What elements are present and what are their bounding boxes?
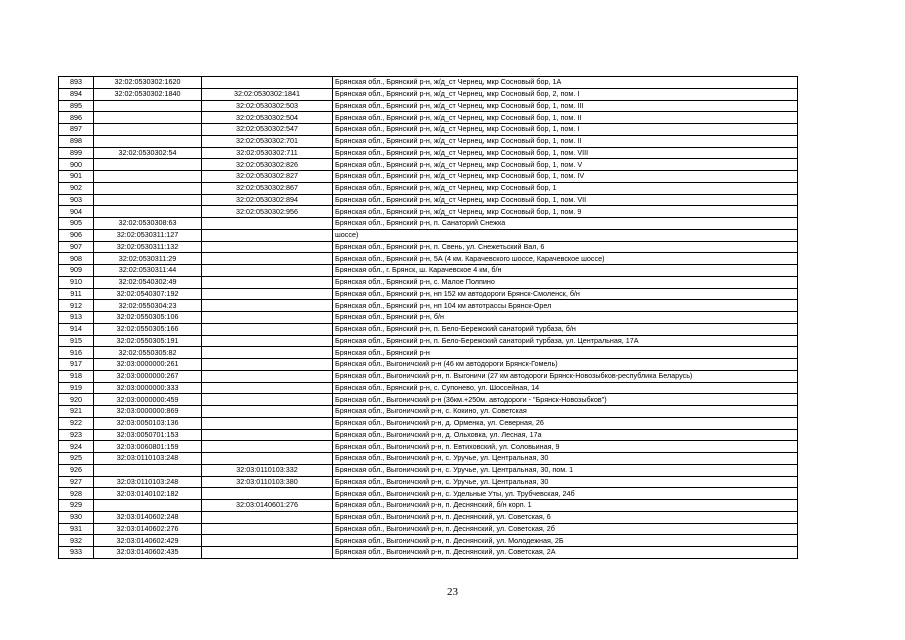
row-number-cell: 928	[59, 488, 94, 500]
sub-object-number-cell: 32:03:0110103:380	[202, 476, 333, 488]
address-cell: Брянская обл., Брянский р-н, б/н	[333, 312, 798, 324]
sub-object-number-cell	[202, 229, 333, 241]
table-row	[59, 359, 798, 371]
row-number-cell: 932	[59, 535, 94, 547]
table-row	[59, 417, 798, 429]
row-number-cell: 926	[59, 464, 94, 476]
address-cell: Брянская обл., Брянский р-н, ж/д_ст Чернец, мкр Сосновый бор, 1, пом. III	[333, 100, 798, 112]
cadastral-number-cell: 32:02:0530311:132	[94, 241, 202, 253]
row-number-cell: 907	[59, 241, 94, 253]
address-cell: Брянская обл., Выгоничский р-н, с. Удельные Уты, ул. Трубчевская, 24б	[333, 488, 798, 500]
table-row	[59, 218, 798, 230]
table-row	[59, 206, 798, 218]
sub-object-number-cell: 32:02:0530302:503	[202, 100, 333, 112]
table-row	[59, 453, 798, 465]
row-number-cell: 918	[59, 370, 94, 382]
table-row	[59, 229, 798, 241]
row-number-cell: 930	[59, 511, 94, 523]
table-row	[59, 300, 798, 312]
sub-object-number-cell	[202, 323, 333, 335]
table-row	[59, 335, 798, 347]
sub-object-number-cell	[202, 488, 333, 500]
cadastral-number-cell: 32:02:0550305:82	[94, 347, 202, 359]
table-row	[59, 171, 798, 183]
table-row	[59, 370, 798, 382]
sub-object-number-cell: 32:02:0530302:711	[202, 147, 333, 159]
address-cell: шоссе)	[333, 229, 798, 241]
table-row	[59, 288, 798, 300]
sub-object-number-cell: 32:02:0530302:827	[202, 171, 333, 183]
cadastral-number-cell: 32:03:0000000:333	[94, 382, 202, 394]
table-row	[59, 382, 798, 394]
row-number-cell: 902	[59, 182, 94, 194]
row-number-cell: 906	[59, 229, 94, 241]
table-row	[59, 77, 798, 89]
row-number-cell: 921	[59, 406, 94, 418]
row-number-cell: 912	[59, 300, 94, 312]
address-cell: Брянская обл., г. Брянск, ш. Карачевское 4 км, б/н	[333, 265, 798, 277]
sub-object-number-cell: 32:02:0530302:547	[202, 124, 333, 136]
cadastral-number-cell: 32:02:0540302:49	[94, 276, 202, 288]
row-number-cell: 900	[59, 159, 94, 171]
table-row	[59, 253, 798, 265]
address-cell: Брянская обл., Брянский р-н, ж/д_ст Чернец, мкр Сосновый бор, 1, пом. II	[333, 135, 798, 147]
cadastral-number-cell: 32:03:0140602:248	[94, 511, 202, 523]
address-cell: Брянская обл., Брянский р-н, ж/д_ст Чернец, мкр Сосновый бор, 1	[333, 182, 798, 194]
row-number-cell: 901	[59, 171, 94, 183]
address-cell: Брянская обл., Выгоничский р-н, п. Деснянский, ул. Советская, 2А	[333, 547, 798, 559]
row-number-cell: 894	[59, 88, 94, 100]
cadastral-number-cell: 32:02:0530311:44	[94, 265, 202, 277]
row-number-cell: 895	[59, 100, 94, 112]
cadastral-number-cell	[94, 464, 202, 476]
sub-object-number-cell	[202, 547, 333, 559]
table-row	[59, 147, 798, 159]
sub-object-number-cell: 32:02:0530302:504	[202, 112, 333, 124]
row-number-cell: 904	[59, 206, 94, 218]
table-row	[59, 112, 798, 124]
sub-object-number-cell	[202, 382, 333, 394]
table-row	[59, 429, 798, 441]
address-cell: Брянская обл., Брянский р-н, п. Бело-Бережский санаторий турбаза, ул. Центральная, 17А	[333, 335, 798, 347]
sub-object-number-cell	[202, 453, 333, 465]
sub-object-number-cell	[202, 288, 333, 300]
address-cell: Брянская обл., Брянский р-н, ж/д_ст Чернец, мкр Сосновый бор, 1, пом. VIII	[333, 147, 798, 159]
address-cell: Брянская обл., Брянский р-н, ж/д_ст Чернец, мкр Сосновый бор, 1, пом. V	[333, 159, 798, 171]
page-number: 23	[447, 586, 458, 598]
sub-object-number-cell: 32:02:0530302:867	[202, 182, 333, 194]
sub-object-number-cell	[202, 535, 333, 547]
address-cell: Брянская обл., Брянский р-н, ж/д_ст Чернец, мкр Сосновый бор, 1, пом. IV	[333, 171, 798, 183]
sub-object-number-cell: 32:03:0110103:332	[202, 464, 333, 476]
address-cell: Брянская обл., Брянский р-н, ж/д_ст Чернец, мкр Сосновый бор, 1, пом. VII	[333, 194, 798, 206]
cadastral-number-cell: 32:02:0540307:192	[94, 288, 202, 300]
cadastral-number-cell: 32:02:0530302:1840	[94, 88, 202, 100]
table-row	[59, 88, 798, 100]
address-cell: Брянская обл., Выгоничский р-н, п. Деснянский, ул. Советская, 2б	[333, 523, 798, 535]
sub-object-number-cell: 32:02:0530302:956	[202, 206, 333, 218]
table-row	[59, 406, 798, 418]
row-number-cell: 910	[59, 276, 94, 288]
cadastral-number-cell: 32:03:0000000:869	[94, 406, 202, 418]
sub-object-number-cell: 32:02:0530302:826	[202, 159, 333, 171]
row-number-cell: 923	[59, 429, 94, 441]
row-number-cell: 920	[59, 394, 94, 406]
cadastral-number-cell: 32:03:0050103:136	[94, 417, 202, 429]
sub-object-number-cell: 32:02:0530302:1841	[202, 88, 333, 100]
address-cell: Брянская обл., Брянский р-н, ж/д_ст Чернец, мкр Сосновый бор, 1, пом. II	[333, 112, 798, 124]
cadastral-number-cell	[94, 171, 202, 183]
table-row	[59, 476, 798, 488]
row-number-cell: 911	[59, 288, 94, 300]
table-row	[59, 511, 798, 523]
table-row	[59, 265, 798, 277]
sub-object-number-cell	[202, 218, 333, 230]
cadastral-number-cell: 32:03:0050701:153	[94, 429, 202, 441]
cadastral-number-cell: 32:03:0000000:459	[94, 394, 202, 406]
address-cell: Брянская обл., Выгоничский р-н, д. Ольховка, ул. Лесная, 17а	[333, 429, 798, 441]
sub-object-number-cell	[202, 300, 333, 312]
row-number-cell: 913	[59, 312, 94, 324]
address-cell: Брянская обл., Брянский р-н, с. Малое Полпино	[333, 276, 798, 288]
row-number-cell: 929	[59, 500, 94, 512]
sub-object-number-cell	[202, 523, 333, 535]
row-number-cell: 896	[59, 112, 94, 124]
property-registry-table	[58, 76, 798, 559]
table-row	[59, 523, 798, 535]
cadastral-number-cell	[94, 124, 202, 136]
row-number-cell: 919	[59, 382, 94, 394]
row-number-cell: 893	[59, 77, 94, 89]
cadastral-number-cell	[94, 135, 202, 147]
cadastral-number-cell	[94, 100, 202, 112]
sub-object-number-cell	[202, 347, 333, 359]
row-number-cell: 915	[59, 335, 94, 347]
cadastral-number-cell: 32:02:0550305:191	[94, 335, 202, 347]
sub-object-number-cell	[202, 370, 333, 382]
sub-object-number-cell	[202, 241, 333, 253]
row-number-cell: 922	[59, 417, 94, 429]
row-number-cell: 903	[59, 194, 94, 206]
sub-object-number-cell	[202, 253, 333, 265]
sub-object-number-cell	[202, 276, 333, 288]
table-row	[59, 124, 798, 136]
cadastral-number-cell: 32:03:0110103:248	[94, 453, 202, 465]
cadastral-number-cell: 32:03:0060801:159	[94, 441, 202, 453]
address-cell: Брянская обл., Брянский р-н, нп 104 км автотрассы Брянск-Орел	[333, 300, 798, 312]
address-cell: Брянская обл., Выгоничский р-н, с. Кокино, ул. Советская	[333, 406, 798, 418]
address-cell: Брянская обл., Брянский р-н, п. Бело-Бережский санаторий турбаза, б/н	[333, 323, 798, 335]
cadastral-number-cell	[94, 500, 202, 512]
row-number-cell: 914	[59, 323, 94, 335]
address-cell: Брянская обл., Брянский р-н, ж/д_ст Чернец, мкр Сосновый бор, 1А	[333, 77, 798, 89]
sub-object-number-cell	[202, 417, 333, 429]
address-cell: Брянская обл., Выгоничский р-н, п. Деснянский, б/н корп. 1	[333, 500, 798, 512]
cadastral-number-cell	[94, 206, 202, 218]
address-cell: Брянская обл., Брянский р-н, ж/д_ст Чернец, мкр Сосновый бор, 2, пом. I	[333, 88, 798, 100]
address-cell: Брянская обл., Выгоничский р-н, п. Деснянский, ул. Молодежная, 2Б	[333, 535, 798, 547]
sub-object-number-cell: 32:02:0530302:701	[202, 135, 333, 147]
cadastral-number-cell: 32:02:0550305:106	[94, 312, 202, 324]
sub-object-number-cell	[202, 429, 333, 441]
address-cell: Брянская обл., Брянский р-н, п. Санаторий Снежка	[333, 218, 798, 230]
address-cell: Брянская обл., Выгоничский р-н, д. Орменка, ул. Северная, 26	[333, 417, 798, 429]
table-row	[59, 241, 798, 253]
sub-object-number-cell	[202, 312, 333, 324]
row-number-cell: 933	[59, 547, 94, 559]
sub-object-number-cell	[202, 359, 333, 371]
cadastral-number-cell: 32:02:0530311:29	[94, 253, 202, 265]
table-row	[59, 535, 798, 547]
address-cell: Брянская обл., Выгоничский р-н, с. Уручье, ул. Центральная, 30, пом. 1	[333, 464, 798, 476]
table-row	[59, 194, 798, 206]
address-cell: Брянская обл., Брянский р-н, 5А (4 км. Карачевского шоссе, Карачевское шоссе)	[333, 253, 798, 265]
table-row	[59, 135, 798, 147]
address-cell: Брянская обл., Выгоничский р-н, с. Уручье, ул. Центральная, 30	[333, 476, 798, 488]
address-cell: Брянская обл., Брянский р-н, ж/д_ст Чернец, мкр Сосновый бор, 1, пом. I	[333, 124, 798, 136]
cadastral-number-cell: 32:02:0550305:166	[94, 323, 202, 335]
address-cell: Брянская обл., Выгоничский р-н (36км.+250м. автодороги - "Брянск-Новозыбков")	[333, 394, 798, 406]
row-number-cell: 917	[59, 359, 94, 371]
cadastral-number-cell: 32:03:0140102:182	[94, 488, 202, 500]
row-number-cell: 897	[59, 124, 94, 136]
sub-object-number-cell	[202, 441, 333, 453]
address-cell: Брянская обл., Выгоничский р-н, п. Выгоничи (27 км автодороги Брянск-Новозыбков-республика Беларусь)	[333, 370, 798, 382]
sub-object-number-cell	[202, 265, 333, 277]
sub-object-number-cell: 32:02:0530302:894	[202, 194, 333, 206]
table-row	[59, 276, 798, 288]
address-cell: Брянская обл., Выгоничский р-н, п. Евтиховский, ул. Соловьиная, 9	[333, 441, 798, 453]
sub-object-number-cell	[202, 335, 333, 347]
row-number-cell: 899	[59, 147, 94, 159]
cadastral-number-cell: 32:02:0530308:63	[94, 218, 202, 230]
table-row	[59, 312, 798, 324]
address-cell: Брянская обл., Брянский р-н	[333, 347, 798, 359]
table-row	[59, 500, 798, 512]
registry-body	[59, 77, 798, 559]
table-row	[59, 347, 798, 359]
cadastral-number-cell: 32:02:0550304:23	[94, 300, 202, 312]
table-row	[59, 441, 798, 453]
sub-object-number-cell	[202, 511, 333, 523]
cadastral-number-cell	[94, 194, 202, 206]
row-number-cell: 927	[59, 476, 94, 488]
table-row	[59, 464, 798, 476]
cadastral-number-cell	[94, 159, 202, 171]
table-row	[59, 159, 798, 171]
sub-object-number-cell	[202, 394, 333, 406]
row-number-cell: 931	[59, 523, 94, 535]
address-cell: Брянская обл., Брянский р-н, с. Супонево, ул. Шоссейная, 14	[333, 382, 798, 394]
row-number-cell: 898	[59, 135, 94, 147]
sub-object-number-cell	[202, 406, 333, 418]
cadastral-number-cell	[94, 112, 202, 124]
table-row	[59, 547, 798, 559]
row-number-cell: 924	[59, 441, 94, 453]
address-cell: Брянская обл., Брянский р-н, п. Свень, ул. Снежетьский Вал, 6	[333, 241, 798, 253]
table-row	[59, 488, 798, 500]
row-number-cell: 905	[59, 218, 94, 230]
cadastral-number-cell: 32:03:0140602:429	[94, 535, 202, 547]
table-row	[59, 323, 798, 335]
sub-object-number-cell: 32:03:0140601:276	[202, 500, 333, 512]
cadastral-number-cell: 32:03:0000000:267	[94, 370, 202, 382]
cadastral-number-cell: 32:03:0140602:276	[94, 523, 202, 535]
cadastral-number-cell: 32:02:0530302:1620	[94, 77, 202, 89]
cadastral-number-cell: 32:03:0110103:248	[94, 476, 202, 488]
table-row	[59, 182, 798, 194]
row-number-cell: 908	[59, 253, 94, 265]
table-row	[59, 100, 798, 112]
address-cell: Брянская обл., Выгоничский р-н, с. Уручье, ул. Центральная, 30	[333, 453, 798, 465]
table-row	[59, 394, 798, 406]
sub-object-number-cell	[202, 77, 333, 89]
cadastral-number-cell: 32:03:0140602:435	[94, 547, 202, 559]
cadastral-number-cell: 32:03:0000000:261	[94, 359, 202, 371]
row-number-cell: 916	[59, 347, 94, 359]
address-cell: Брянская обл., Брянский р-н, нп 152 км автодороги Брянск-Смоленск, б/н	[333, 288, 798, 300]
row-number-cell: 909	[59, 265, 94, 277]
cadastral-number-cell	[94, 182, 202, 194]
address-cell: Брянская обл., Выгоничский р-н, п. Деснянский, ул. Советская, 6	[333, 511, 798, 523]
cadastral-number-cell: 32:02:0530311:127	[94, 229, 202, 241]
row-number-cell: 925	[59, 453, 94, 465]
address-cell: Брянская обл., Брянский р-н, ж/д_ст Чернец, мкр Сосновый бор, 1, пом. 9	[333, 206, 798, 218]
address-cell: Брянская обл., Выгоничский р-н (46 км автодороги Брянск-Гомель)	[333, 359, 798, 371]
cadastral-number-cell: 32:02:0530302:54	[94, 147, 202, 159]
